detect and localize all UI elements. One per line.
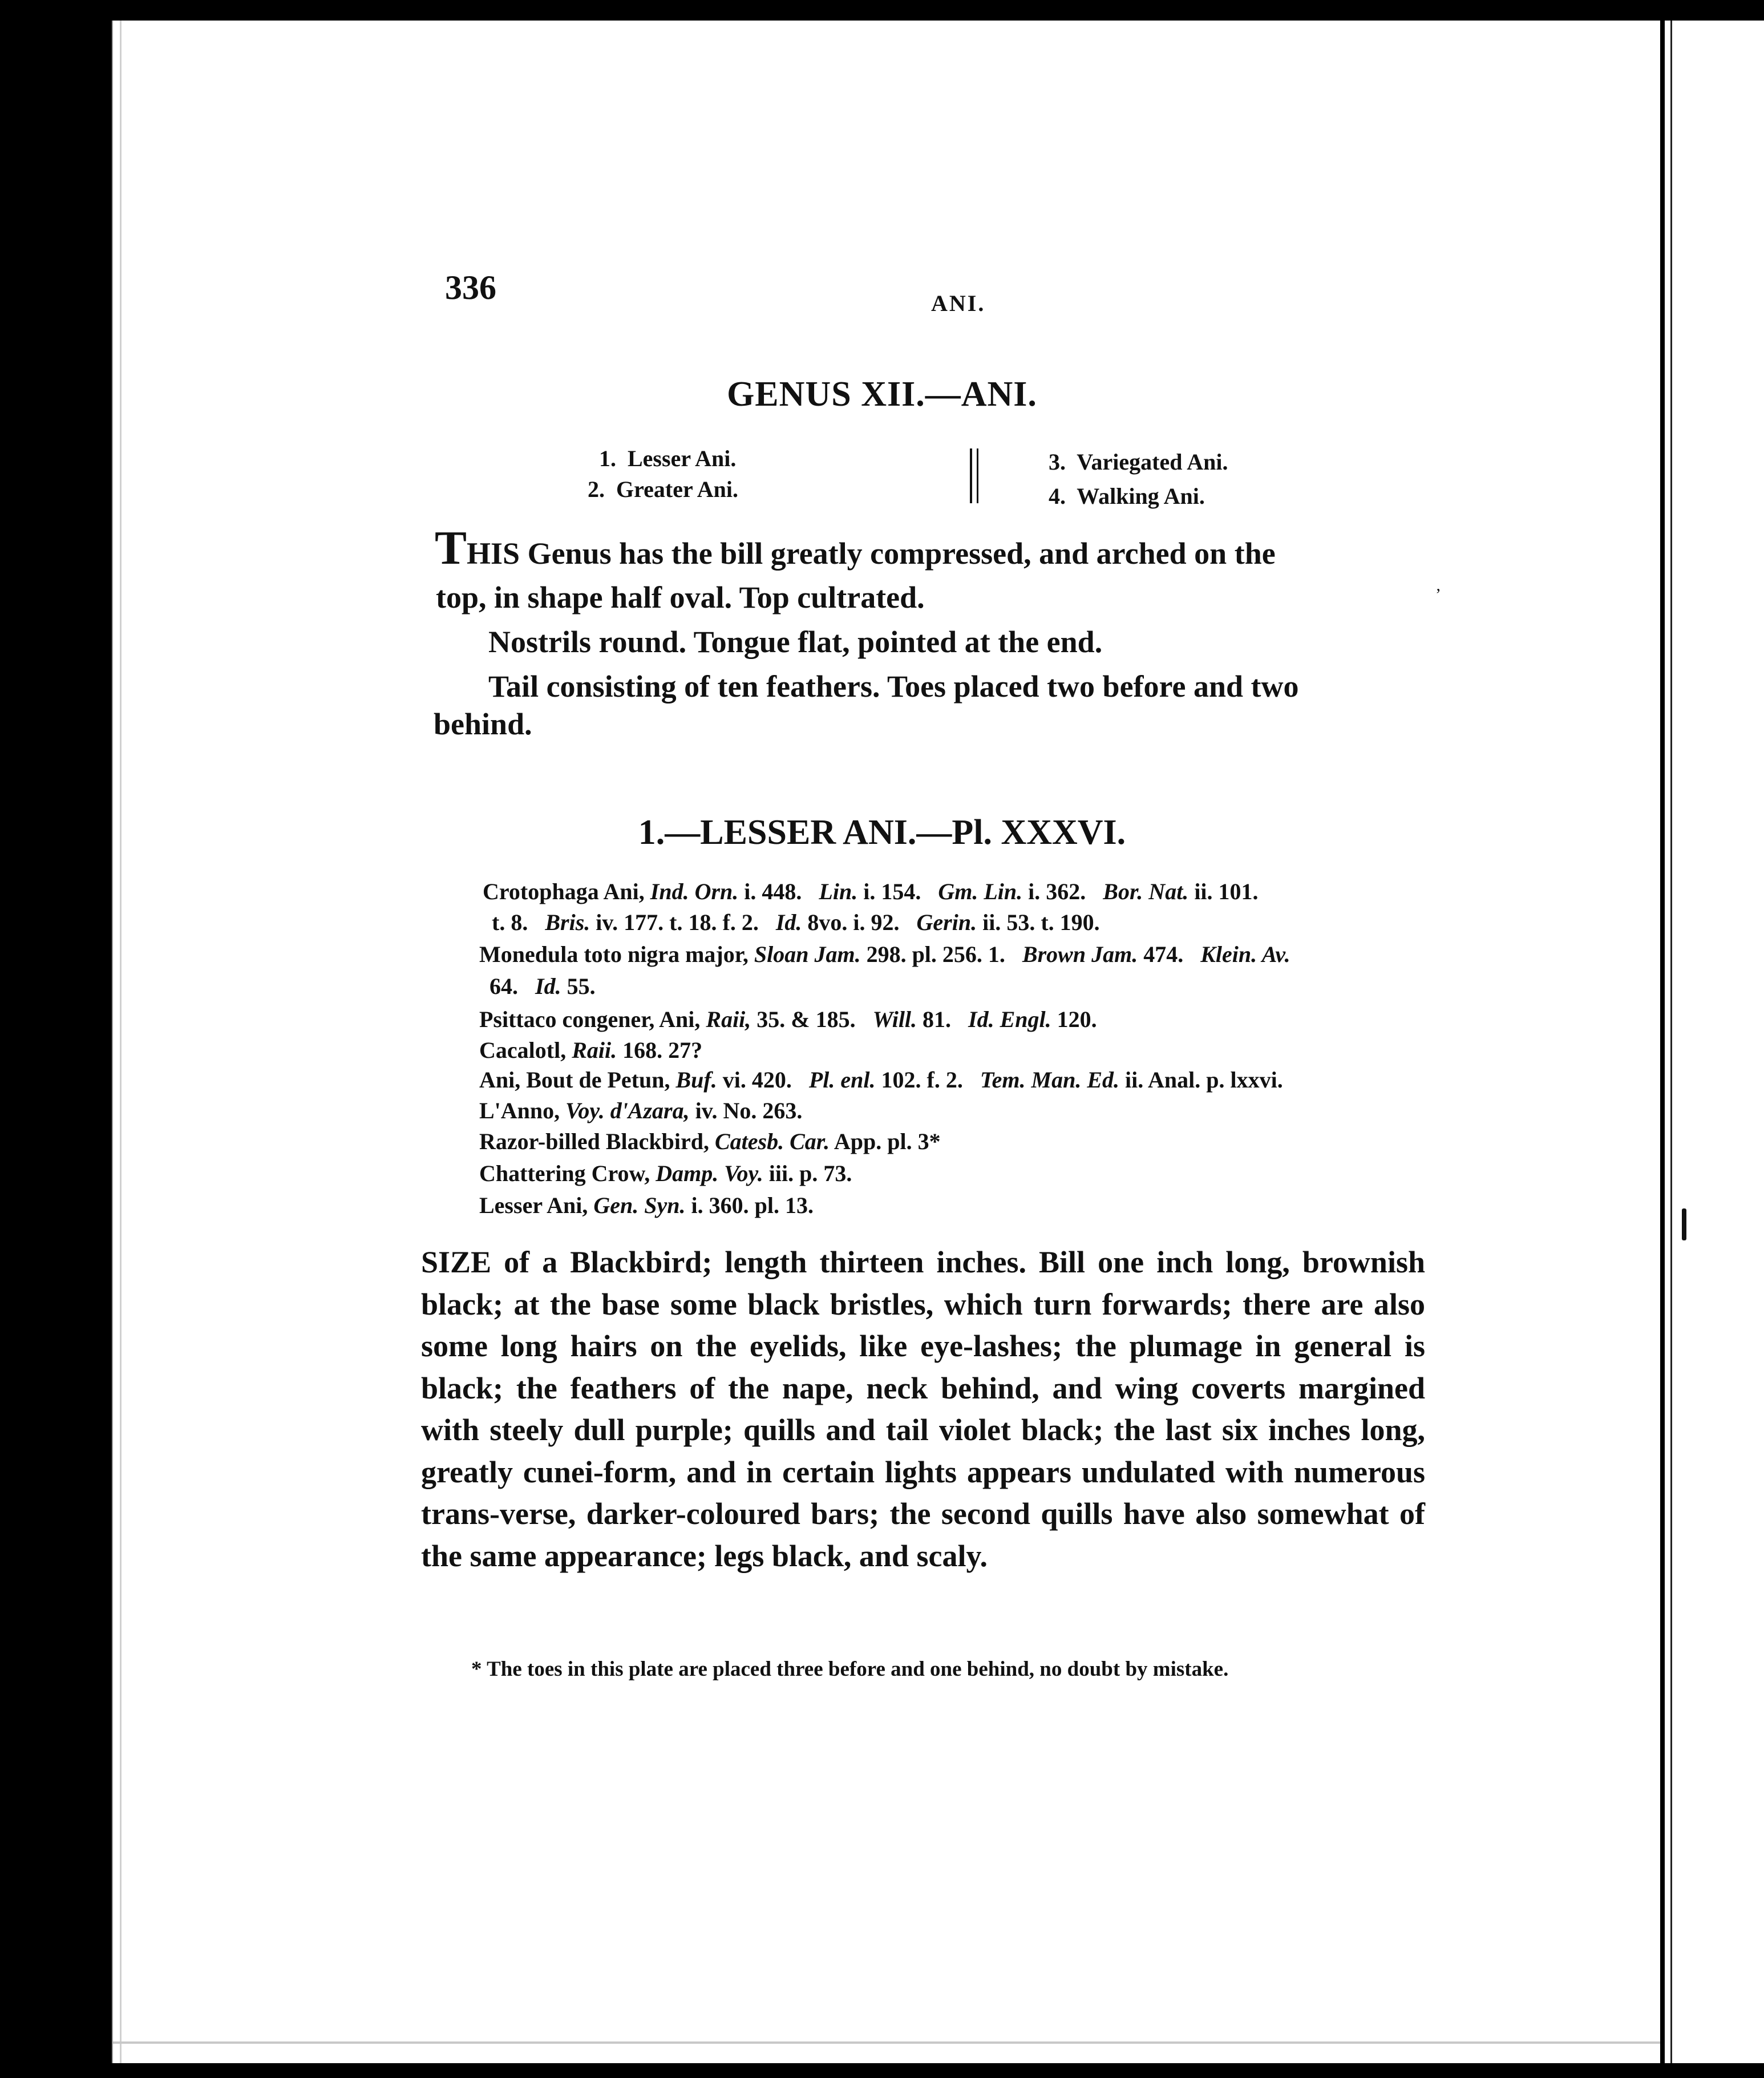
synonym-text: iv. 177. t. 18. f. 2. [590,909,776,935]
synonym-reference: Voy. d'Azara, [565,1098,690,1123]
synonym-text: t. 8. [492,909,545,935]
synonym-reference: Will. [872,1006,917,1032]
synonym-text: i. 448. [738,879,819,904]
species-list-item [588,476,738,503]
synonym-reference: Gen. Syn. [593,1192,686,1218]
synonym-reference: Bris. [545,909,590,935]
synonym-text: Monedula toto nigra major, [479,941,754,967]
synonym-text: i. 360. pl. 13. [685,1192,814,1218]
synonym-reference: Brown Jam. [1022,941,1138,967]
synonym-text: Crotophaga Ani, [483,879,650,904]
synonym-text: i. 362. [1022,879,1103,904]
synonym-line [479,1126,941,1157]
synonym-line [483,876,1259,907]
characters-text: HIS Genus has the bill greatly compressed, and arched on the [467,536,1276,571]
synonym-text: ii. 101. [1188,879,1259,904]
synonym-reference: Klein. Av. [1200,941,1290,967]
synonym-text: iv. No. 263. [689,1098,803,1123]
synonym-line [479,1158,852,1189]
synonym-text: L'Anno, [479,1098,566,1123]
facing-page-mark [1682,1208,1686,1240]
facing-page-border [1670,21,1672,2063]
genus-characters-line: Tail consisting of ten feathers. Toes placed two before and two [488,669,1299,704]
synonym-reference: Raii. [572,1037,617,1063]
synonym-line [479,1190,814,1221]
species-list-item [599,445,736,472]
synonym-reference: Bor. Nat. [1103,879,1189,904]
synonym-text: ii. Anal. p. lxxvi. [1119,1067,1283,1093]
species-name: Variegated Ani. [1077,449,1228,475]
species-description: SIZE of a Blackbird; length thirteen inches. Bill one inch long, brownish black; at the base some black bristles, which turn forwards; there are also some long hairs on the eyelids, like eye-lashes; the plumage in general is black; the feathers of the nape, neck behind, and wing coverts margined with steely dull purple; quills and tail violet black; the last six inches long, greatly cunei-form, and in certain lights appears undulated with numerous trans-verse, darker-coloured bars; the second quills have also somewhat of the same appearance; legs black, and scaly. [421,1245,1425,1573]
synonym-text: 474. [1138,941,1201,967]
synonym-reference: Lin. [819,879,858,904]
synonym-text: 102. f. 2. [875,1067,980,1093]
synonym-reference: Gm. Lin. [938,879,1023,904]
genus-characters-line: behind. [434,707,532,741]
facing-page-edge [1665,21,1764,2063]
running-head: ANI. [931,290,986,316]
synonym-reference: Buf. [675,1067,717,1093]
synonym-line [479,939,1290,970]
synonym-text: Chattering Crow, [479,1161,656,1186]
page-gutter-line [120,21,122,2063]
synonym-text: Razor-billed Blackbird, [479,1129,715,1154]
synonym-text: 55. [561,973,596,999]
species-list-item [1049,448,1228,475]
synonym-line [479,1035,702,1066]
synonym-line [479,1095,802,1126]
synonym-text: iii. p. 73. [763,1161,852,1186]
synonym-text: Cacalotl, [479,1037,572,1063]
synonym-reference: Gerin. [916,909,977,935]
stray-mark: ʼ [1435,585,1441,604]
synonym-text: 168. 27? [617,1037,703,1063]
drop-cap: T [435,521,467,575]
synonym-line [489,971,596,1002]
synonym-text: 298. pl. 256. 1. [860,941,1022,967]
page-bottom-edge [113,2041,1660,2044]
page-number: 336 [445,269,496,306]
synonym-reference: Pl. enl. [808,1067,876,1093]
synonym-text: Lesser Ani, [479,1192,594,1218]
species-name: Greater Ani. [616,476,739,502]
synonym-reference: Id. [775,909,802,935]
species-list-item [1049,483,1205,510]
synonym-text: 81. [917,1006,969,1032]
synonym-reference: Damp. Voy. [656,1161,763,1186]
species-name: Walking Ani. [1077,483,1205,509]
synonym-line [492,907,1100,938]
synonym-reference: Tem. Man. Ed. [980,1067,1119,1093]
synonym-text: 35. & 185. [751,1006,873,1032]
species-number: 2. [588,476,605,502]
species-number: 1. [599,446,616,471]
species-name: Lesser Ani. [628,446,737,471]
species-number: 3. [1049,449,1066,475]
synonym-text: i. 154. [857,879,938,904]
genus-characters-line [435,521,1439,575]
synonym-reference: Ind. Orn. [650,879,739,904]
synonym-line [479,1004,1097,1035]
genus-characters-line: Nostrils round. Tongue flat, pointed at the end. [488,625,1103,659]
synonym-text: vi. 420. [717,1067,809,1093]
genus-characters-line: top, in shape half oval. Top cultrated. [436,580,925,614]
synonym-text: ii. 53. t. 190. [977,909,1100,935]
synonym-reference: Raii, [706,1006,751,1032]
species-heading: 1.—LESSER ANI.—Pl. XXXVI. [638,813,1126,852]
synonym-text: 120. [1051,1006,1097,1032]
synonym-reference: Id. [535,973,561,999]
synonym-text: App. pl. 3* [830,1129,941,1154]
synonym-line [479,1065,1283,1095]
synonym-text: Ani, Bout de Petun, [479,1067,676,1093]
synonym-text: 64. [489,973,535,999]
synonym-text: Psittaco congener, Ani, [479,1006,706,1032]
synonym-reference: Id. Engl. [968,1006,1051,1032]
synonym-text: 8vo. i. 92. [802,909,917,935]
book-page [112,21,1660,2063]
species-number: 4. [1049,483,1066,509]
synonym-reference: Catesb. Car. [714,1129,830,1154]
species-list-divider [970,448,978,503]
footnote: * The toes in this plate are placed three before and one behind, no doubt by mistake. [471,1657,1229,1681]
genus-title: GENUS XII.—ANI. [727,375,1037,414]
synonym-reference: Sloan Jam. [754,941,861,967]
